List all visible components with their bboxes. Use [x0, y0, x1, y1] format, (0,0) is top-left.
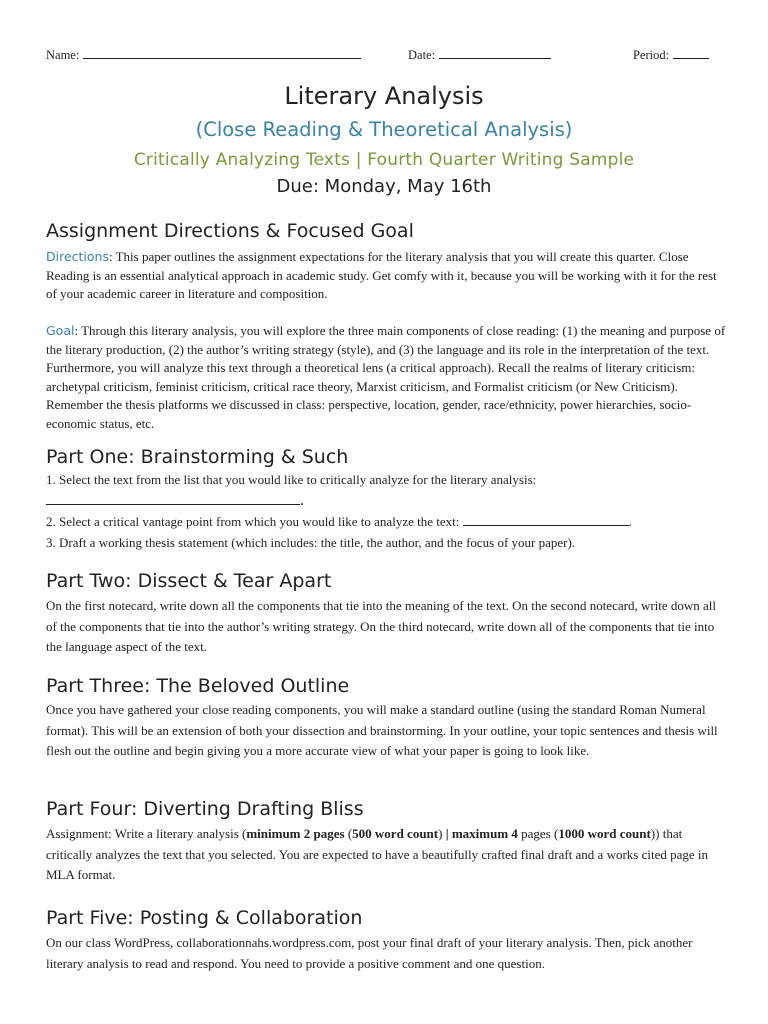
section-heading-part-three: Part Three: The Beloved Outline — [46, 675, 350, 697]
step-2-answer-blank — [463, 513, 629, 526]
step-1-answer-blank: . — [46, 492, 304, 510]
goal-paragraph — [46, 322, 726, 433]
step-1-text: 1. Select the text from the list that you would like to critically analyze for the literary analysis: — [46, 472, 537, 487]
period-blank — [673, 46, 709, 59]
part-three-paragraph: Once you have gathered your close reading components, you will make a standard outline (using the standard Roman Numeral format). This will be an extension of both your dissection and brainstorming. In your outline, your topic sentences and thesis will flesh out the outline and begin giving you a more accurate view of what your paper is going to look like. — [46, 702, 718, 758]
page-subtitle-secondary: Critically Analyzing Texts | Fourth Quarter Writing Sample — [133, 150, 635, 170]
part-one-step-2: 2. Select a critical vantage point from which you would like to analyze the text: . — [46, 514, 632, 529]
maximum-pages: | maximum 4 — [445, 826, 518, 841]
minimum-pages: minimum 2 pages — [246, 826, 345, 841]
period-label: Period: — [633, 48, 670, 62]
section-heading-part-two: Part Two: Dissect & Tear Apart — [46, 570, 332, 592]
part-five-paragraph: On our class WordPress, collaborationnahs.wordpress.com, post your final draft of your literary analysis. Then, pick another literary analysis to read and respond. You need to provide a positive comment and one question. — [46, 935, 693, 971]
part-four-text-3: ) — [438, 826, 446, 841]
name-blank — [83, 46, 361, 59]
directions-paragraph — [46, 248, 726, 304]
part-four-text-5: )) that critically analyzes the text that you selected. You are expected to have a beautifully crafted final draft and a works cited page in MLA format. — [46, 826, 709, 882]
part-two-paragraph: On the first notecard, write down all the components that tie into the meaning of the text. On the second notecard, write down all of the components that tie into the author’s writing strategy. On the third notecard, write down all of the components that tie into the language aspect of the text. — [46, 598, 717, 654]
part-four-paragraph — [46, 824, 726, 886]
minimum-word-count: 500 word count — [352, 826, 439, 841]
part-four-text-4: pages ( — [517, 826, 559, 841]
section-heading-part-five: Part Five: Posting & Collaboration — [46, 907, 363, 929]
page-subtitle: (Close Reading & Theoretical Analysis) — [195, 118, 573, 141]
directions-text: : This paper outlines the assignment expectations for the literary analysis that you will create this quarter. Close Reading is an essential analytical approach in academic study. Get comfy with it, because you will be working with it for the rest of your academic career in literature and composition. — [46, 249, 717, 301]
part-one-step-3 — [46, 534, 726, 553]
section-heading-part-four: Part Four: Diverting Drafting Bliss — [46, 798, 364, 820]
maximum-word-count: 1000 word count — [558, 826, 651, 841]
section-heading-directions: Assignment Directions & Focused Goal — [46, 220, 414, 242]
due-date: Due: Monday, May 16th — [276, 176, 492, 197]
section-heading-part-one: Part One: Brainstorming & Such — [46, 446, 349, 468]
date-label: Date: — [408, 48, 436, 62]
name-label: Name: — [46, 48, 80, 62]
step-3-text: 3. Draft a working thesis statement (which includes: the title, the author, and the focus of your paper). — [46, 535, 576, 550]
step-2-text: 2. Select a critical vantage point from which you would like to analyze the text: — [46, 514, 460, 529]
part-four-text-2: ( — [344, 826, 353, 841]
goal-text: : Through this literary analysis, you will explore the three main components of close reading: (1) the meaning and purpose of the literary production, (2) the author’s writing strategy (style), and (3) the language and its role in the interpretation of the text. Furthermore, you will analyze this text through a theoretical lens (a critical approach). Recall the realms of literary criticism: archetypal criticism, feminist criticism, critical race theory, Marxist criticism, and Formalist criticism (or New Criticism). Remember the thesis platforms we discussed in class: perspective, location, gender, race/ethnicity, power hierarchies, socio-economic status, etc. — [46, 323, 726, 431]
directions-label: Directions — [46, 249, 109, 264]
name-field — [46, 46, 361, 63]
page-title: Literary Analysis — [284, 82, 484, 110]
date-blank — [439, 46, 551, 59]
period-field — [633, 46, 709, 63]
goal-label: Goal — [46, 323, 75, 338]
part-one-step-1 — [46, 471, 726, 490]
date-field — [408, 46, 551, 63]
part-four-text-1: Assignment: Write a literary analysis ( — [46, 826, 247, 841]
